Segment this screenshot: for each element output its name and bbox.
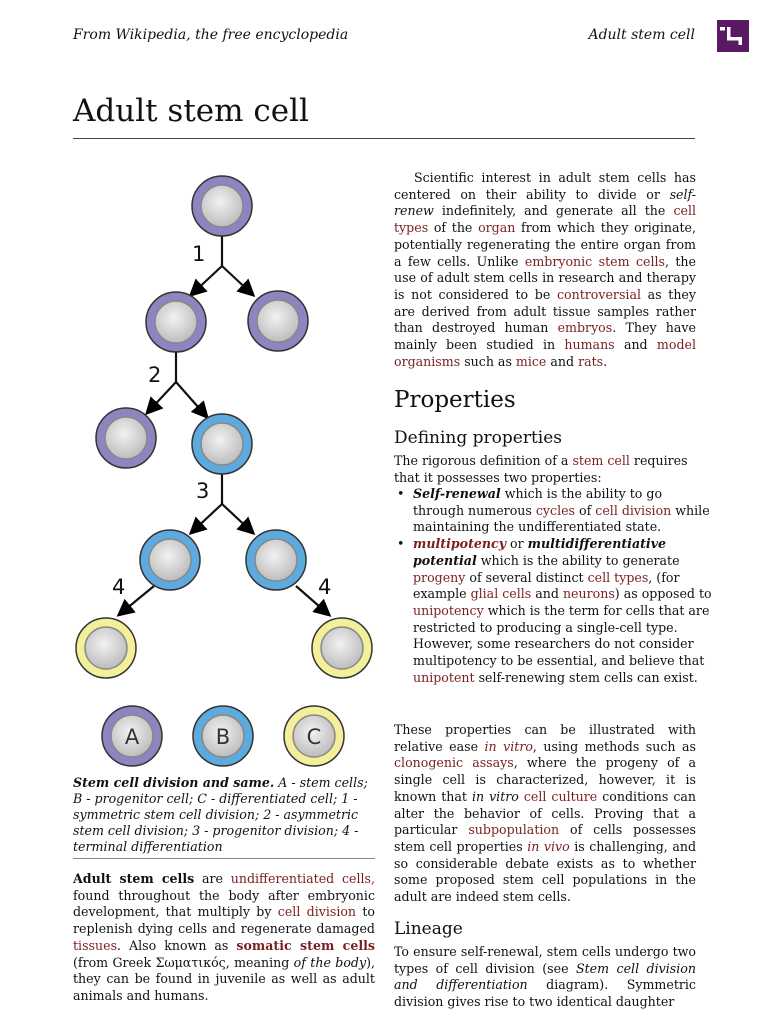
bullet: • xyxy=(397,536,405,552)
step-label-4-right: 4 xyxy=(318,575,332,599)
stem-cell-left xyxy=(146,292,206,352)
intro-paragraph: Scientific interest in adult stem cells has centered on their ability to divide or self-renew indefinitely, and generate all the cell types of the organ from which they originate, potentially regenerating the entire organ from a few cells. Unlike embryonic stem cells, the use of adult stem cells in research and therapy is not considered to be controversial as they are derived from adult tissue samples rather than destroyed human embryos. They have mainly been studied in humans and model organisms such as mice and rats. xyxy=(394,170,696,369)
link-progeny[interactable]: progeny xyxy=(413,569,466,585)
title-divider xyxy=(73,138,695,139)
bullet: • xyxy=(397,486,405,501)
differentiated-cell-right xyxy=(312,618,372,678)
progenitor-cell-parent xyxy=(192,414,252,474)
link-model-organisms[interactable]: model organisms xyxy=(394,337,696,369)
list-item-multipotency: • multipotency or multidifferentiative potential which is the ability to generate progeny of several distinct cell types, (for example glial cells and neurons) as opposed to unipotency which is the term for cells that are restricted to producing a single-cell type. However, some researchers do not consider multipotency to be essential, and believe that unipotent self-renewing stem cells can exist. xyxy=(397,536,712,685)
properties-list xyxy=(394,486,715,686)
link-undifferentiated-cells[interactable]: undifferentiated cells, xyxy=(230,871,375,886)
progenitor-cell-right xyxy=(246,530,306,590)
link-embryos[interactable]: embryos xyxy=(557,320,613,336)
link-somatic-stem-cells[interactable]: somatic stem cells xyxy=(236,937,375,953)
stem-cell-top xyxy=(192,176,252,236)
link-multipotency[interactable]: multipotency xyxy=(413,536,507,552)
heading-defining-properties: Defining properties xyxy=(394,428,563,448)
stem-cell-right xyxy=(248,291,308,351)
link-in-vivo[interactable]: in vivo xyxy=(527,838,570,854)
progenitor-cell-left xyxy=(140,530,200,590)
step-label-3: 3 xyxy=(196,479,210,503)
step-label-2: 2 xyxy=(148,363,162,387)
legend-label-a: A xyxy=(124,725,140,749)
link-organ[interactable]: organ xyxy=(478,220,516,236)
link-cell-culture[interactable]: cell culture xyxy=(523,788,598,804)
illustration-paragraph: These properties can be illustrated with relative ease in vitro, using methods such as clonogenic assays, where the progeny of a single cell is characterized, however, it is known that in vitro cell culture conditions can alter the behavior of cells. Proving that a particular subpopulation of cells possesses stem cell properties in vivo is challenging, and so considerable debate exists as to whether some proposed stem cell populations in the adult are indeed stem cells. xyxy=(394,722,696,905)
header-source: From Wikipedia, the free encyclopedia xyxy=(73,27,349,43)
stem-cell-asymmetric xyxy=(96,408,156,468)
differentiated-cell-left xyxy=(76,618,136,678)
list-item-self-renewal: • Self-renewal which is the ability to go through numerous cycles of cell division while maintaining the undifferentiated state. xyxy=(397,486,710,535)
link-unipotency[interactable]: unipotency xyxy=(413,602,484,618)
link-cell-types-list[interactable]: cell types xyxy=(587,569,649,585)
legend-label-b: B xyxy=(215,725,231,749)
link-stem-cell[interactable]: stem cell xyxy=(572,453,630,468)
step-label-4-left: 4 xyxy=(112,575,126,599)
lead-paragraph: Adult stem cells are undifferentiated cells, found throughout the body after embryonic development, that multiply by cell division to replenish dying cells and regenerate damaged tissues. Also known as somatic stem cells (from Greek Σωματικός, meaning of the body), they can be found in juvenile as well as adult animals and humans. xyxy=(73,871,375,1003)
link-controversial[interactable]: controversial xyxy=(556,286,641,302)
link-subpopulation[interactable]: subpopulation xyxy=(468,822,560,838)
page-title: Adult stem cell xyxy=(73,93,309,129)
caption-bold: Stem cell division and same. xyxy=(73,775,275,790)
legend-label-c: C xyxy=(306,725,322,749)
link-glial-cells[interactable]: glial cells xyxy=(470,586,532,602)
link-unipotent[interactable]: unipotent xyxy=(413,669,475,685)
link-tissues[interactable]: tissues xyxy=(73,937,118,953)
header-title: Adult stem cell xyxy=(588,27,695,43)
link-neurons[interactable]: neurons xyxy=(562,586,615,602)
heading-lineage: Lineage xyxy=(394,919,463,939)
link-humans[interactable]: humans xyxy=(564,337,615,353)
lineage-paragraph: To ensure self-renewal, stem cells undergo two types of cell division (see Stem cell division and differentiation diagram). Symmetric division gives rise to two identical daughter xyxy=(394,944,696,1010)
link-cycles[interactable]: cycles xyxy=(535,502,576,518)
link-cell-division[interactable]: cell division xyxy=(277,904,357,920)
link-cell-division-list[interactable]: cell division xyxy=(595,502,672,518)
heading-properties: Properties xyxy=(394,387,516,413)
caption-text: A - stem cells; B - progenitor cell; C - differentiated cell; 1 - symmetric stem cell division; 2 - asymmetric stem cell division; 3 - progenitor division; 4 - terminal differentiation xyxy=(73,775,368,854)
link-rats[interactable]: rats xyxy=(578,353,604,369)
stem-cell-diagram xyxy=(70,168,380,773)
wikipedia-logo-icon xyxy=(717,20,749,52)
step-label-1: 1 xyxy=(192,242,206,266)
link-clonogenic-assays[interactable]: clonogenic assays xyxy=(394,755,514,771)
figure-caption xyxy=(73,775,375,855)
link-embryonic-stem-cells[interactable]: embryonic stem cells xyxy=(524,253,665,269)
lead-term: Adult stem cells xyxy=(73,871,195,886)
link-mice[interactable]: mice xyxy=(515,353,547,369)
link-cell-types[interactable]: cell types xyxy=(394,203,696,236)
caption-divider xyxy=(73,858,375,859)
link-in-vitro[interactable]: in vitro xyxy=(484,738,533,754)
defining-paragraph: The rigorous definition of a stem cell requires that it possesses two properties: xyxy=(394,453,688,485)
